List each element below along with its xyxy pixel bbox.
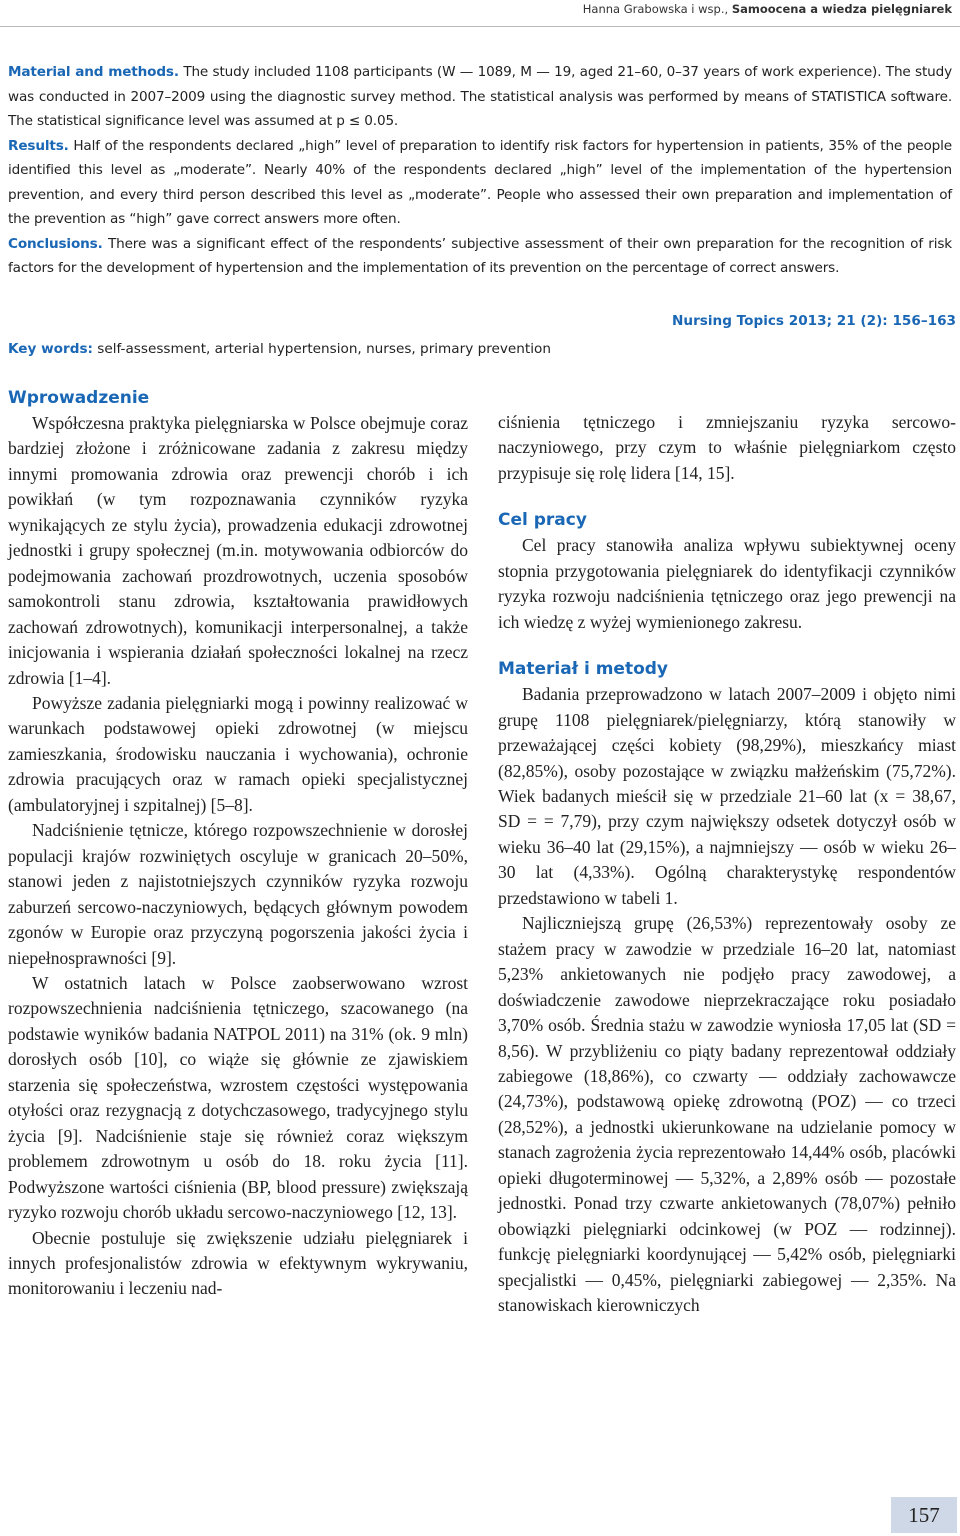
results-text: Half of the respondents declared „high” level of preparation to identify risk factors for hypertension in patients, 35% of the people identified this level as „moderate”. Nearly 40% of the respondents declared „high” level of the implementation of the hypertension prevention, and every third person described this level as „moderate”. People who assessed their own preparation and implementation of the prevention as “high” gave correct answers more often.	[8, 137, 952, 227]
methods-label: Material and methods.	[8, 64, 179, 80]
abstract-methods	[8, 60, 952, 134]
section-heading-methods: Materiał i metody	[498, 659, 668, 680]
paragraph: Badania przeprowadzono w latach 2007–2009 i objęto nimi grupę 1108 pielęgniarek/pielęgniarzy, którą stanowiły w przeważającej części kobiety (98,29%), mieszkańcy miast (82,85%), osoby pozostające w związku małżeńskim (75,72%). Wiek badanych mieścił się w przedziale 21–60 lat (x = 38,67, SD = = 7,79), przy czym największy odsetek dotyczył osób w wieku 36–40 lat (29,15%), a najmniejszy — osób w wieku 26–30 lat (4,33%). Ogólną charakterystykę respondentów przedstawiono w tabeli 1.	[498, 684, 956, 908]
journal-citation: Nursing Topics 2013; 21 (2): 156–163	[672, 313, 956, 329]
abstract-conclusions	[8, 232, 952, 281]
header-authors: Hanna Grabowska i wsp.,	[582, 2, 729, 16]
running-header	[583, 2, 952, 16]
conclusions-text: There was a significant effect of the respondents’ subjective assessment of their own preparation for the recognition of risk factors for the development of hypertension and the implementation of its prevention on the percentage of correct answers.	[8, 235, 953, 276]
header-short-title: Samoocena a wiedza pielęgniarek	[731, 2, 952, 16]
abstract-results	[8, 134, 952, 232]
paragraph: Obecnie postuluje się zwiększenie udziału pielęgniarek i innych profesjonalistów zdrowia w efektywnym wykrywaniu, monitorowaniu i leczeniu nad-	[8, 1227, 468, 1299]
paragraph: Powyższe zadania pielęgniarki mogą i powinny realizować w warunkach podstawowej opieki zdrowotnej (w miejscu zamieszkania, środowisku nauczania i wychowania), ochronie zdrowia pracujących oraz w ramach opieki specjalistycznej (ambulatoryjnej i szpitalnej) [5–8].	[8, 692, 468, 815]
section-heading-introduction: Wprowadzenie	[8, 388, 150, 408]
conclusions-label: Conclusions.	[8, 235, 103, 252]
paragraph: W ostatnich latach w Polsce zaobserwowano wzrost rozpowszechnienia nadciśnienia tętniczego, szacowanego (na podstawie wyników badania NATPOL 2011) na 31% (ok. 9 mln) dorosłych osób [10], co wiąże się głównie ze zjawiskiem starzenia się społeczeństwa, wzrostem częstości występowania otyłości oraz rezygnacją z dotychczasowego, tradycyjnego stylu życia [9]. Nadciśnienie staje się również coraz większym problemem zdrowotnym u osób do 18. roku życia [11]. Podwyższone wartości ciśnienia (BP, blood pressure) zwiększają ryzyko rozwoju chorób układu sercowo-naczyniowego [12, 13].	[8, 972, 468, 1223]
keywords-text: self-assessment, arterial hypertension, nurses, primary prevention	[97, 341, 551, 357]
paragraph-continuation: ciśnienia tętniczego i zmniejszaniu ryzyka sercowo-naczyniowego, przy czym to właśnie pielęgniarkom często przypisuje się rolę lidera [14, 15].	[498, 412, 956, 483]
section-heading-aim: Cel pracy	[498, 510, 587, 531]
left-column	[8, 386, 468, 1302]
header-divider	[0, 26, 960, 27]
paragraph: Cel pracy stanowiła analiza wpływu subiektywnej oceny stopnia przygotowania pielęgniarek do identyfikacji czynników ryzyka rozwoju nadciśnienia tętniczego oraz jego prewencji na ich wiedzę z wyżej wymienionego zakresu.	[498, 535, 956, 632]
keywords-label: Key words:	[8, 341, 93, 357]
keywords	[8, 337, 908, 361]
abstract	[8, 60, 952, 281]
right-column	[498, 410, 956, 1319]
paragraph: Najliczniejszą grupę (26,53%) reprezentowały osoby ze stażem pracy w zawodzie w przedziale 16–20 lat, natomiast 5,23% ankietowanych nie podjęło pracy zawodowej, a doświadczenie zawodowe nieprzekraczające roku posiadało 3,70% osób. Średnia stażu w zawodzie wyniosła 17,05 lat (SD = 8,56). W przybliżeniu co piąty badany reprezentował oddziały zabiegowe (18,86%), co czwarty — oddziały zachowawcze (24,73%), podstawową opiekę zdrowotną (POZ) — co trzeci (28,52%), a jednostki ukierunkowane na udzielanie pomocy w stanach zagrożenia życia reprezentowało 14,44% osób, placówki opieki długoterminowej — 5,32%, a 2,89% osób — pozostałe jednostki. Ponad trzy czwarte ankietowanych (78,07%) pełniło obowiązki pielęgniarki odcinkowej (w POZ — rodzinnej). funkcję pielęgniarki koordynującej — 5,42% osób, pielęgniarki specjalistki — 0,45%, pielęgniarki zabiegowej — 2,35%. Na stanowiskach kierowniczych	[498, 913, 956, 1316]
paragraph: Współczesna praktyka pielęgniarska w Polsce obejmuje coraz bardziej złożone i zróżnicowane zadania z zakresu między innymi promowania zdrowia oraz prewencji chorób i ich powikłań (w tym rozpoznawania czynników ryzyka wynikających ze stylu życia), prowadzenia edukacji zdrowotnej jednostki i grupy społecznej (m.in. motywowania odbiorców do podejmowania zachowań prozdrowotnych, uczenia sposobów samokontroli stanu zdrowia, kształtowania prawidłowych zachowań zdrowotnych), komunikacji interpersonalnej, a także inicjowania i wspierania działań społeczności lokalnej na rzecz zdrowia [1–4].	[8, 413, 468, 688]
results-label: Results.	[8, 137, 69, 154]
paragraph: Nadciśnienie tętnicze, którego rozpowszechnienie w dorosłej populacji krajów rozwiniętych oscyluje w granicach 20–50%, stanowi jeden z najistotniejszych czynników ryzyka rozwoju zaburzeń sercowo-naczyniowych, będących głównym powodem zgonów w Europie oraz przyczyną pogorszenia jakości życia i niepełnosprawności [9].	[8, 820, 468, 968]
methods-text: The study included 1108 participants (W — 1089, M — 19, aged 21–60, 0–37 years of work experience). The study was conducted in 2007–2009 using the diagnostic survey method. The statistical analysis was performed by means of STATISTICA software. The statistical significance level was assumed at p ≤ 0.05.	[8, 64, 952, 129]
page-number: 157	[891, 1497, 957, 1533]
